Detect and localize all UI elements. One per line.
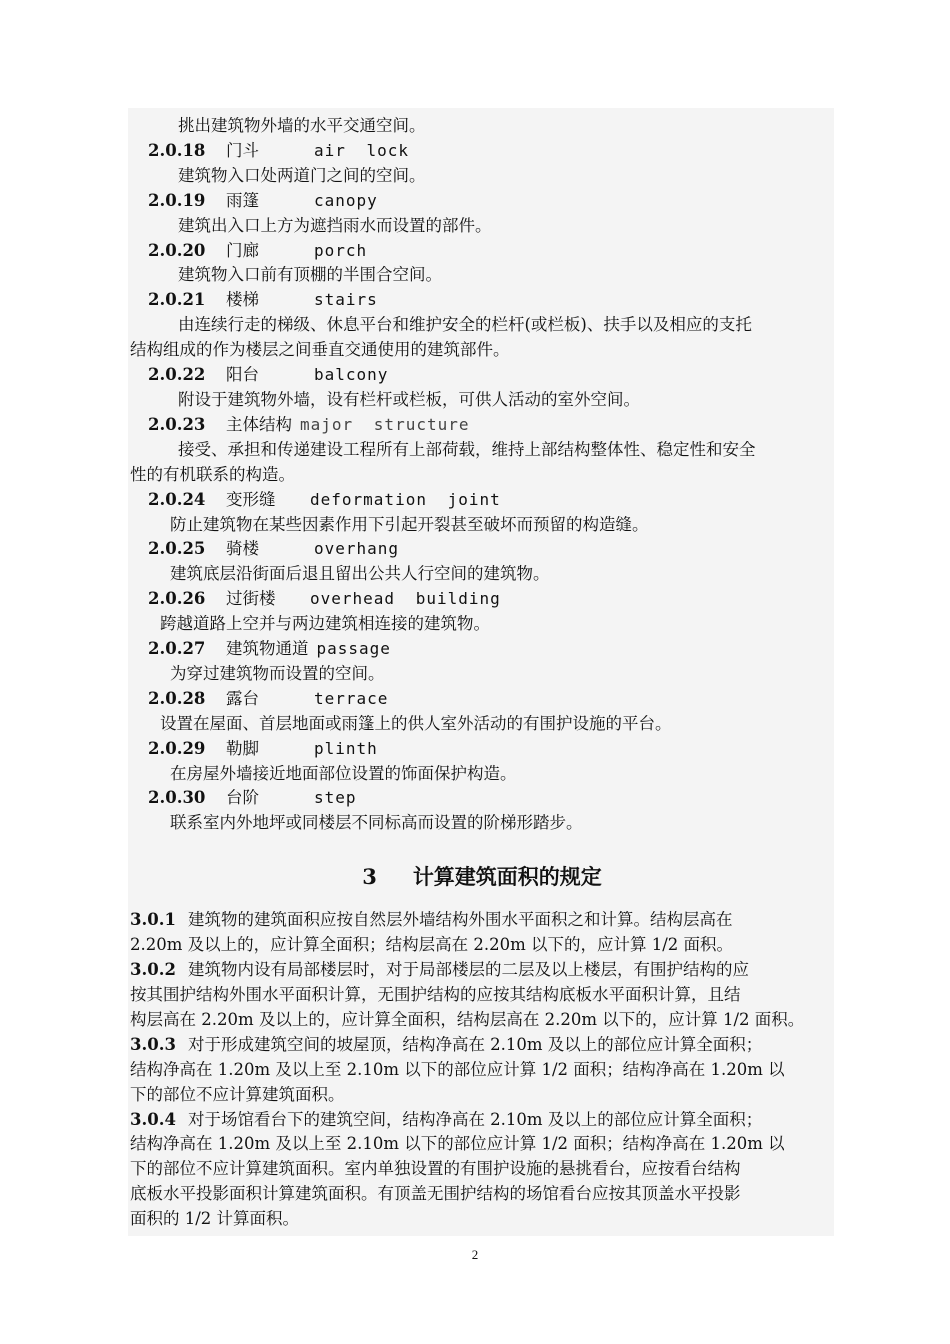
term-number: 2.0.28 — [148, 688, 206, 708]
term-definition: 为穿过建筑物而设置的空间。 — [170, 663, 385, 683]
clause-number: 3.0.1 — [130, 910, 176, 930]
term-number: 2.0.27 — [148, 639, 206, 659]
section-heading — [130, 862, 834, 892]
section-title: 计算建筑面积的规定 — [412, 864, 602, 890]
clause-number: 3.0.3 — [130, 1034, 176, 1054]
term-chinese: 过街楼 — [226, 589, 276, 609]
term-number: 2.0.19 — [148, 190, 206, 210]
term-definition: 设置在屋面、首层地面或雨篷上的供人室外活动的有围护设施的平台。 — [160, 713, 672, 733]
clause-text: 建筑物的建筑面积应按自然层外墙结构外围水平面积之和计算。结构层高在 — [187, 910, 733, 930]
clause-number: 3.0.2 — [130, 960, 176, 980]
section-number: 3 — [362, 864, 377, 890]
term-number: 2.0.29 — [148, 738, 206, 758]
term-row — [130, 737, 834, 762]
terms-list — [130, 139, 834, 836]
term-english: overhang — [314, 539, 400, 559]
term-row — [130, 239, 834, 264]
term-number: 2.0.18 — [148, 140, 206, 160]
term-english: step — [314, 788, 357, 808]
term-chinese: 门廊 — [226, 240, 259, 260]
term-definition: 在房屋外墙接近地面部位设置的饰面保护构造。 — [170, 763, 517, 783]
clause-first-line — [130, 958, 834, 983]
term-chinese: 变形缝 — [226, 489, 276, 509]
term-number: 2.0.26 — [148, 589, 206, 609]
term-english: major structure — [300, 414, 470, 434]
term-chinese: 台阶 — [226, 788, 259, 808]
clause-line: 结构净高在 1.20m 及以上至 2.10m 以下的部位应计算 1/2 面积；结构净高在 1.20m 以 — [130, 1059, 785, 1079]
term-number: 2.0.24 — [148, 489, 206, 509]
term-english: plinth — [314, 738, 378, 758]
term-chinese: 阳台 — [226, 365, 259, 385]
term-definition: 性的有机联系的构造。 — [130, 464, 295, 484]
term-number: 2.0.23 — [148, 414, 206, 434]
term-english: passage — [316, 639, 391, 659]
term-row — [130, 488, 834, 513]
term-row — [130, 189, 834, 214]
term-row — [130, 537, 834, 562]
term-english: canopy — [314, 190, 378, 210]
term-definition: 由连续行走的梯级、休息平台和维护安全的栏杆(或栏板)、扶手以及相应的支托 — [178, 315, 752, 335]
term-english: balcony — [314, 365, 389, 385]
clause-text: 建筑物内设有局部楼层时，对于局部楼层的二层及以上楼层，有围护结构的应 — [187, 960, 749, 980]
term-chinese: 楼梯 — [226, 290, 259, 310]
clause-line: 按其围护结构外围水平面积计算，无围护结构的应按其结构底板水平面积计算，且结 — [130, 985, 741, 1004]
term-definition: 建筑物入口处两道门之间的空间。 — [178, 165, 426, 185]
clause-line: 结构净高在 1.20m 及以上至 2.10m 以下的部位应计算 1/2 面积；结构净高在 1.20m 以 — [130, 1134, 785, 1154]
term-row — [130, 637, 834, 662]
term-row — [130, 139, 834, 164]
term-row — [130, 786, 834, 811]
term-definition: 建筑出入口上方为遮挡雨水而设置的部件。 — [178, 215, 492, 235]
term-chinese: 门斗 — [226, 140, 259, 160]
document-body — [130, 114, 834, 1232]
term-chinese: 露台 — [226, 688, 259, 708]
clause-line: 2.20m 及以上的，应计算全面积；结构层高在 2.20m 以下的，应计算 1/2 面积。 — [130, 935, 734, 955]
term-english: deformation joint — [310, 489, 501, 509]
term-chinese: 雨篷 — [226, 190, 259, 210]
term-chinese: 主体结构 — [226, 414, 292, 434]
term-chinese: 勒脚 — [226, 738, 259, 758]
clause-text: 对于场馆看台下的建筑空间，结构净高在 2.10m 及以上的部位应计算全面积； — [187, 1109, 763, 1129]
clause-line: 下的部位不应计算建筑面积。室内单独设置的有围护设施的悬挑看台，应按看台结构 — [130, 1159, 741, 1179]
term-definition: 跨越道路上空并与两边建筑相连接的建筑物。 — [160, 614, 490, 634]
term-chinese: 骑楼 — [226, 539, 259, 559]
clause-text: 对于形成建筑空间的坡屋顶，结构净高在 2.10m 及以上的部位应计算全面积； — [187, 1034, 763, 1054]
term-english: air lock — [314, 140, 410, 160]
clause-first-line — [130, 1108, 834, 1133]
term-definition: 防止建筑物在某些因素作用下引起开裂甚至破坏而预留的构造缝。 — [170, 514, 649, 534]
clause-first-line — [130, 1033, 834, 1058]
clause-line: 底板水平投影面积计算建筑面积。有顶盖无围护结构的场馆看台应按其顶盖水平投影 — [130, 1184, 741, 1204]
term-english: terrace — [314, 688, 389, 708]
term-english: porch — [314, 240, 368, 260]
clause-number: 3.0.4 — [130, 1109, 176, 1129]
term-row — [130, 687, 834, 712]
term-number: 2.0.25 — [148, 539, 206, 559]
clause-line: 下的部位不应计算建筑面积。 — [130, 1084, 345, 1104]
term-definition: 接受、承担和传递建设工程所有上部荷载，维持上部结构整体性、稳定性和安全 — [178, 439, 756, 459]
term-number: 2.0.22 — [148, 365, 206, 385]
clause-line: 构层高在 2.20m 及以上的，应计算全面积，结构层高在 2.20m 以下的，应计算 1/2 面积。 — [130, 1009, 805, 1029]
term-english: stairs — [314, 290, 378, 310]
term-definition: 建筑底层沿街面后退且留出公共人行空间的建筑物。 — [170, 564, 550, 584]
term-definition: 附设于建筑物外墙，设有栏杆或栏板，可供人活动的室外空间。 — [178, 389, 640, 409]
page-number: 2 — [471, 1247, 479, 1262]
term-row — [130, 288, 834, 313]
term-english: overhead building — [310, 589, 501, 609]
term-row — [130, 363, 834, 388]
clause-first-line — [130, 908, 834, 933]
clause-line: 面积的 1/2 计算面积。 — [130, 1209, 300, 1229]
term-definition: 联系室内外地坪或同楼层不同标高而设置的阶梯形踏步。 — [170, 813, 583, 833]
term-number: 2.0.21 — [148, 290, 206, 310]
term-definition: 结构组成的作为楼层之间垂直交通使用的建筑部件。 — [130, 340, 510, 360]
term-definition: 建筑物入口前有顶棚的半围合空间。 — [178, 265, 442, 285]
term-number: 2.0.20 — [148, 240, 206, 260]
clauses-list — [130, 908, 834, 1232]
term-row — [130, 413, 834, 438]
term-number: 2.0.30 — [148, 788, 206, 808]
term-definition: 挑出建筑物外墙的水平交通空间。 — [178, 116, 426, 135]
term-chinese: 建筑物通道 — [226, 639, 309, 659]
term-row — [130, 587, 834, 612]
